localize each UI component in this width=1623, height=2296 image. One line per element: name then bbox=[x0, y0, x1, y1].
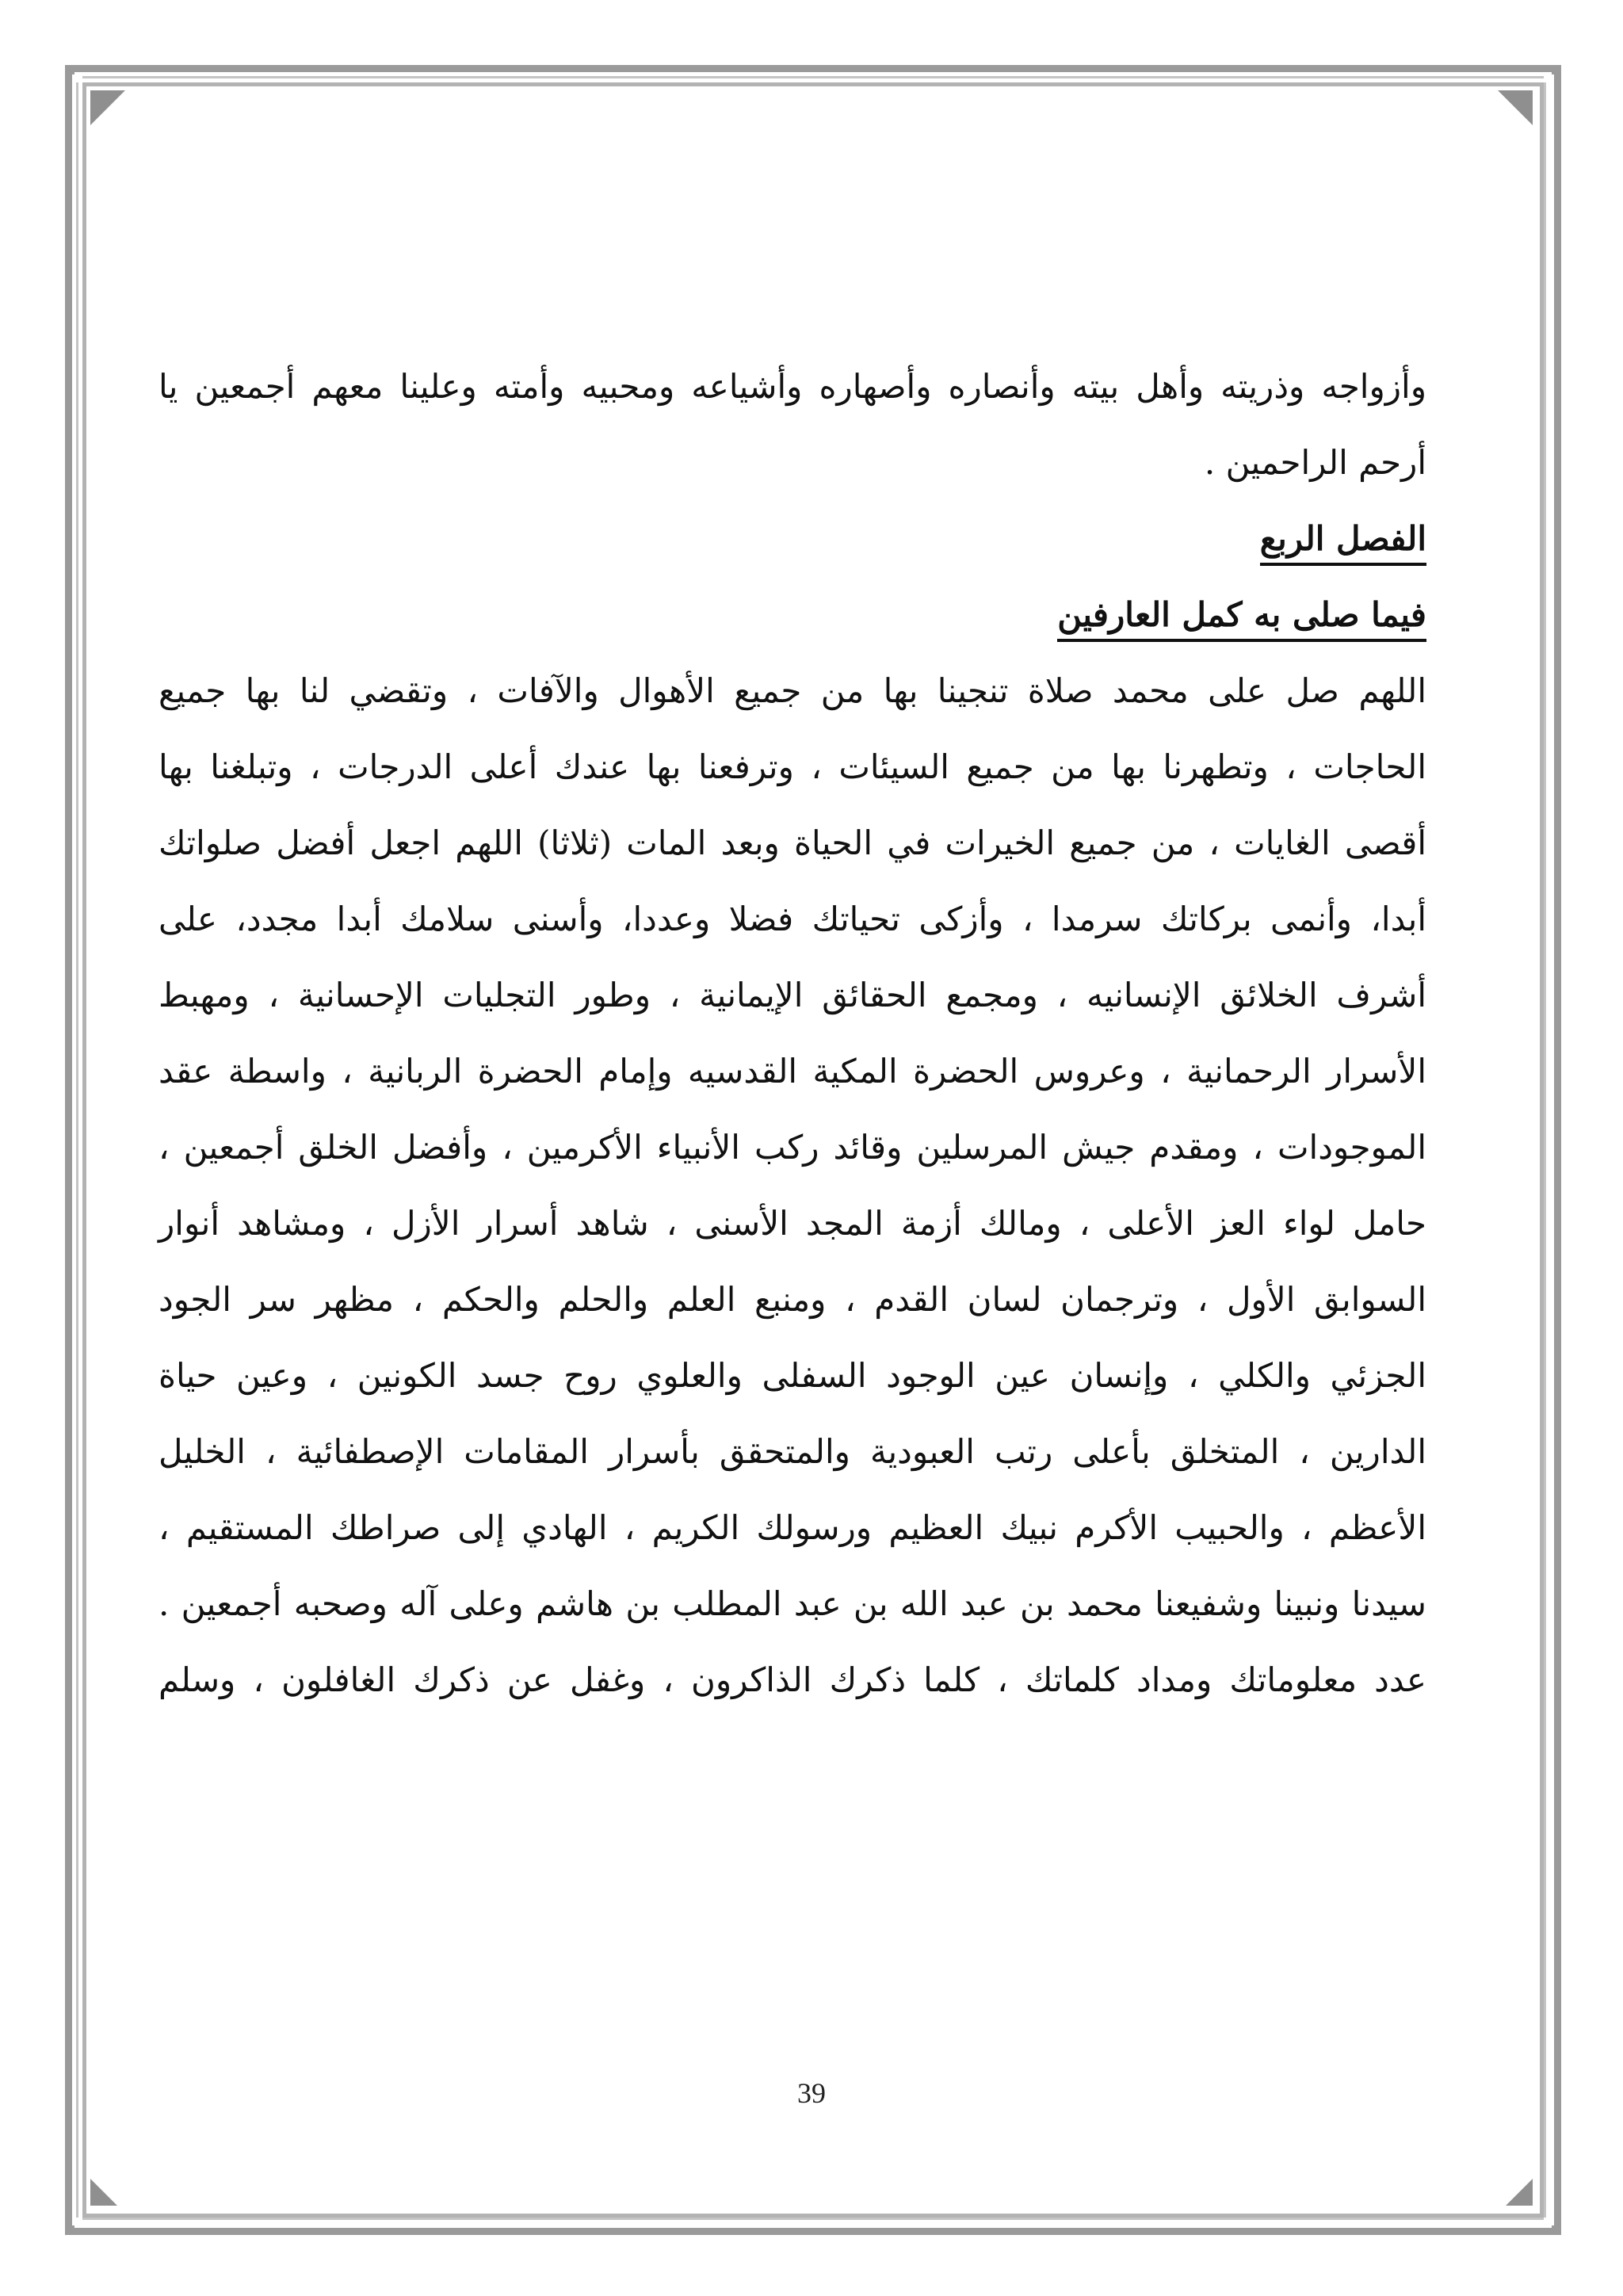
body-line-12: الأعظم ، والحبيب الأكرم نبيك العظيم ورسولك الكريم ، الهادي إلى صراطك المستقيم ، bbox=[158, 1508, 1426, 1547]
frame-corner-top-right bbox=[1552, 65, 1561, 74]
sub-heading bbox=[158, 577, 1426, 653]
body-line-13: سيدنا ونبينا وشفيعنا محمد بن عبد الله بن عبد المطلب بن هاشم وعلى آله وصحبه أجمعين . bbox=[158, 1584, 1426, 1623]
body-line-8: حامل لواء العز الأعلى ، ومالك أزمة المجد الأسنى ، شاهد أسرار الأزل ، ومشاهد أنوار bbox=[158, 1204, 1426, 1243]
chapter-heading-text: الفصل الربع bbox=[1260, 519, 1426, 566]
frame-corner-bottom-right bbox=[1552, 2225, 1561, 2235]
page-number: 39 bbox=[797, 2077, 826, 2109]
frame-rule-left bbox=[76, 82, 78, 2218]
body-line-10: الجزئي والكلي ، وإنسان عين الوجود السفلى والعلوي روح جسد الكونين ، وعين حياة bbox=[158, 1356, 1426, 1395]
frame-rule-bottom bbox=[82, 2218, 1544, 2220]
body-line-14: عدد معلوماتك ومداد كلماتك ، كلما ذكرك الذاكرون ، وغفل عن ذكرك الغافلون ، وسلم bbox=[158, 1660, 1426, 1699]
body-line-7: الموجودات ، ومقدم جيش المرسلين وقائد ركب الأنبياء الأكرمين ، وأفضل الخلق أجمعين ، bbox=[158, 1128, 1426, 1167]
frame-rule-top bbox=[82, 76, 1544, 78]
frame-corner-top-left bbox=[65, 65, 74, 74]
corner-triangle-bottom-left bbox=[90, 2179, 117, 2206]
body-line-3: أقصى الغايات ، من جميع الخيرات في الحياة وبعد المات (ثلاثا) اللهم اجعل أفضل صلواتك bbox=[158, 823, 1426, 862]
intro-line-1: وأزواجه وذريته وأهل بيته وأنصاره وأصهاره وأشياعه ومحبيه وأمته وعلينا معهم أجمعين يا bbox=[158, 367, 1426, 406]
frame-corner-bottom-left bbox=[65, 2225, 74, 2235]
body-line-4: أبدا، وأنمى بركاتك سرمدا ، وأزكى تحياتك فضلا وعددا، وأسنى سلامك أبدا مجدد، على bbox=[158, 900, 1426, 938]
body-line-11: الدارين ، المتخلق بأعلى رتب العبودية والمتحقق بأسرار المقامات الإصطفائية ، الخليل bbox=[158, 1432, 1426, 1471]
body-line-9: السوابق الأول ، وترجمان لسان القدم ، ومنبع العلم والحلم والحكم ، مظهر سر الجود bbox=[158, 1280, 1426, 1319]
intro-line-2: أرحم الراحمين . bbox=[1204, 443, 1426, 482]
frame-rule-right bbox=[1544, 82, 1546, 2218]
body-line-1: اللهم صل على محمد صلاة تنجينا بها من جميع الأهوال والآفات ، وتقضي لنا بها جميع bbox=[158, 671, 1426, 710]
sub-heading-text: فيما صلى به كمل العارفين bbox=[1057, 595, 1426, 642]
corner-triangle-top-left bbox=[90, 90, 125, 125]
corner-triangle-bottom-right bbox=[1506, 2179, 1533, 2206]
page-text bbox=[158, 349, 1426, 1718]
chapter-heading bbox=[158, 501, 1426, 577]
body-line-2: الحاجات ، وتطهرنا بها من جميع السيئات ، وترفعنا بها عندك أعلى الدرجات ، وتبلغنا بها bbox=[158, 747, 1426, 786]
body-line-5: أشرف الخلائق الإنسانيه ، ومجمع الحقائق الإيمانية ، وطور التجليات الإحسانية ، ومهبط bbox=[158, 976, 1426, 1014]
body-line-6: الأسرار الرحمانية ، وعروس الحضرة المكية القدسيه وإمام الحضرة الربانية ، واسطة عقد bbox=[158, 1052, 1426, 1091]
corner-triangle-top-right bbox=[1498, 90, 1533, 125]
